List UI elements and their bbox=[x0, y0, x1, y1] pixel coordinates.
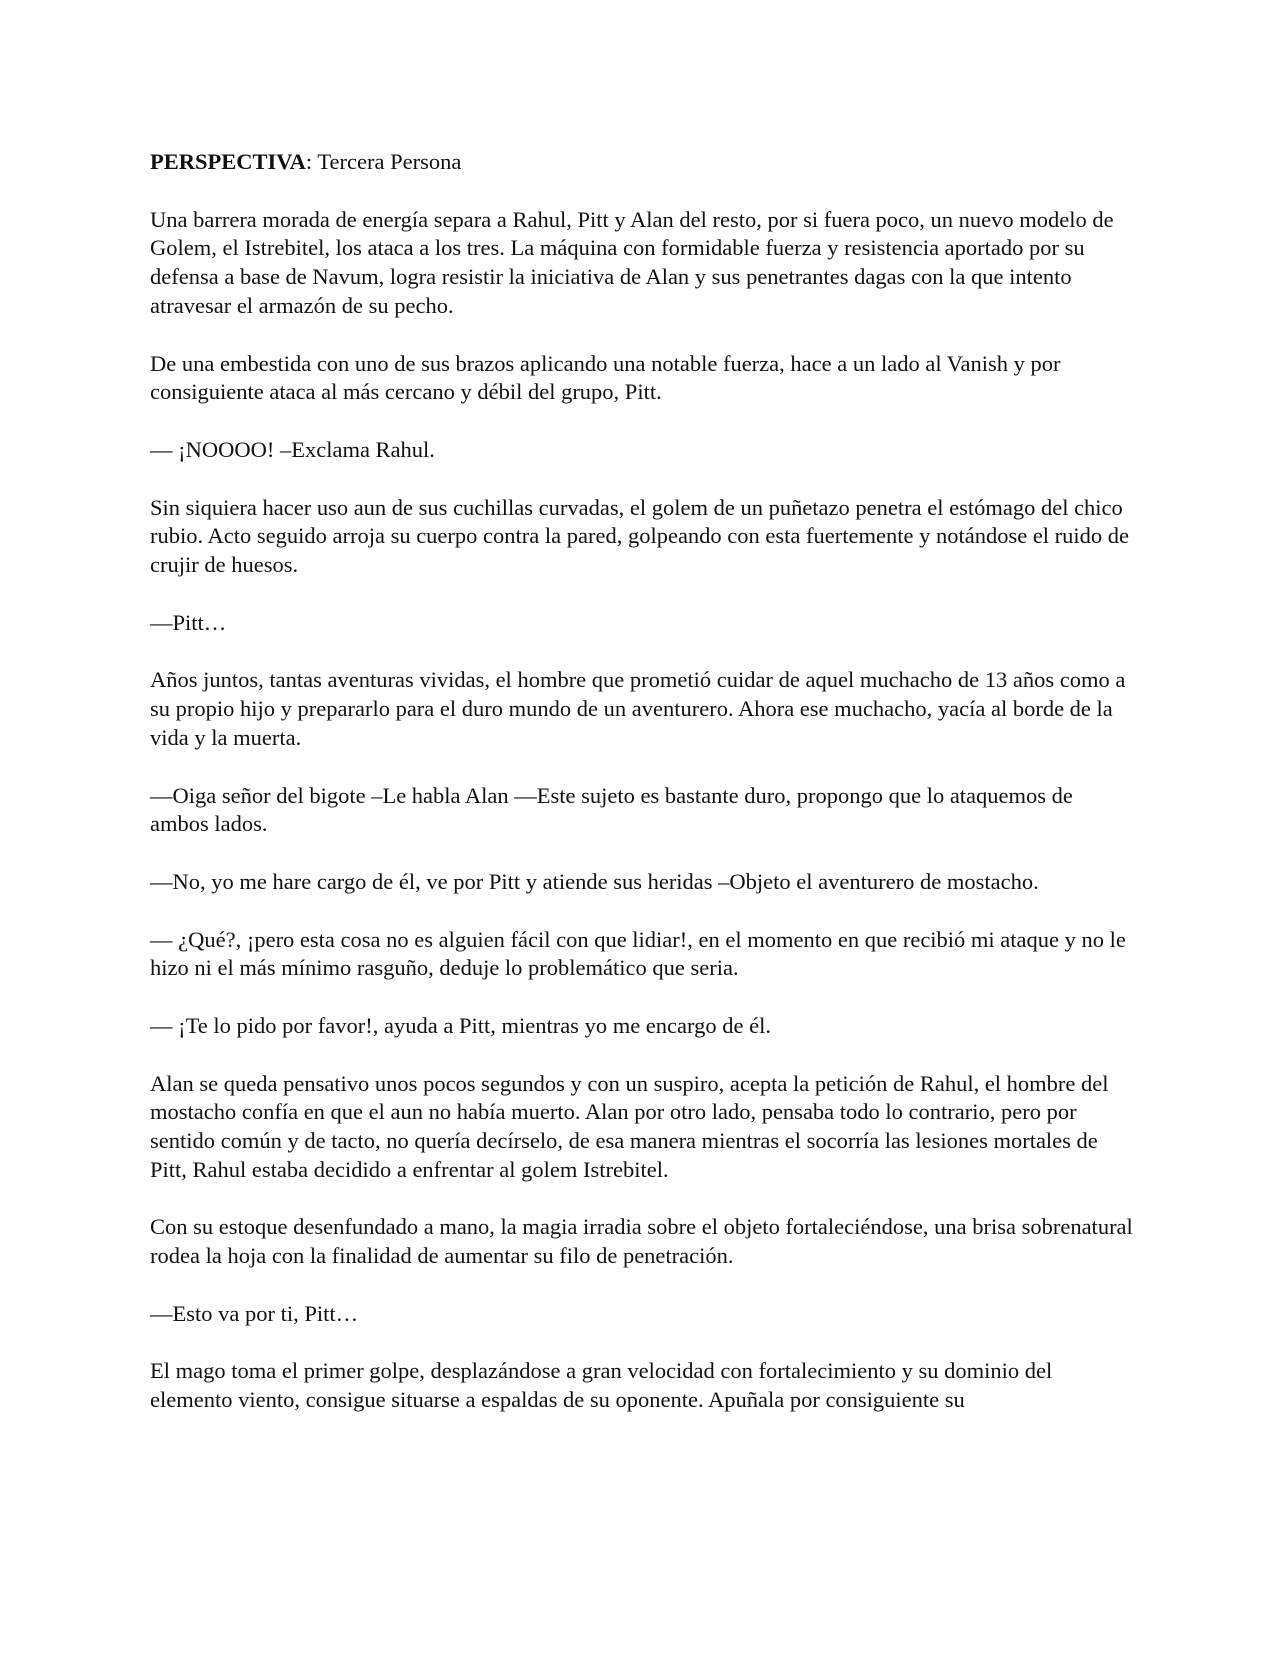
paragraph-4: Sin siquiera hacer uso aun de sus cuchillas curvadas, el golem de un puñetazo penetra el estómago del chico rubio. Acto seguido arroja su cuerpo contra la pared, golpeando con esta fuertemente y notándose el ruido de crujir de huesos. bbox=[150, 494, 1130, 578]
paragraph-11: Alan se queda pensativo unos pocos segundos y con un suspiro, acepta la petición de Rahul, el hombre del mostacho confía en que el aun no había muerto. Alan por otro lado, pensaba todo lo contrario, pero por sentido común y de tacto, no quería decírselo, de esa manera mientras el socorría las lesiones mortales de Pitt, Rahul estaba decidido a enfrentar al golem Istrebitel. bbox=[150, 1070, 1109, 1182]
perspective-label: PERSPECTIVA bbox=[150, 149, 306, 174]
paragraph-2: De una embestida con uno de sus brazos aplicando una notable fuerza, hace a un lado al Vanish y por consiguiente ataca al más cercano y débil del grupo, Pitt. bbox=[150, 350, 1061, 405]
paragraph-10: — ¡Te lo pido por favor!, ayuda a Pitt, mientras yo me encargo de él. bbox=[150, 1012, 771, 1038]
paragraph-7: —Oiga señor del bigote –Le habla Alan —Este sujeto es bastante duro, propongo que lo ataquemos de ambos lados. bbox=[150, 782, 1073, 837]
paragraph-6: Años juntos, tantas aventuras vividas, el hombre que prometió cuidar de aquel muchacho de 13 años como a su propio hijo y prepararlo para el duro mundo de un aventurero. Ahora ese muchacho, yacía al borde de la vida y la muerta. bbox=[150, 667, 1126, 750]
paragraph-8: —No, yo me hare cargo de él, ve por Pitt y atiende sus heridas –Objeto el aventurero de mostacho. bbox=[150, 868, 1039, 894]
paragraph-5: —Pitt… bbox=[150, 609, 227, 635]
paragraph-14: El mago toma el primer golpe, desplazándose a gran velocidad con fortalecimiento y su dominio del elemento viento, consigue situarse a espaldas de su oponente. Apuñala por consiguiente su bbox=[150, 1358, 1053, 1413]
paragraph-13: —Esto va por ti, Pitt… bbox=[150, 1300, 359, 1326]
paragraph-9: — ¿Qué?, ¡pero esta cosa no es alguien fácil con que lidiar!, en el momento en que recibió mi ataque y no le hizo ni el más mínimo rasguño, deduje lo problemático que seria. bbox=[150, 926, 1126, 981]
paragraph-3: — ¡NOOOO! –Exclama Rahul. bbox=[150, 436, 435, 462]
perspective-value: Tercera Persona bbox=[312, 149, 462, 174]
paragraph-1: Una barrera morada de energía separa a Rahul, Pitt y Alan del resto, por si fuera poco, un nuevo modelo de Golem, el Istrebitel, los ataca a los tres. La máquina con formidable fuerza y resistencia aportado por su defensa a base de Navum, logra resistir la iniciativa de Alan y sus penetrantes dagas con la que intento atravesar el armazón de su pecho. bbox=[150, 206, 1114, 318]
perspective-heading bbox=[150, 148, 1135, 177]
document-page bbox=[150, 148, 1135, 1444]
perspective-separator: : bbox=[305, 149, 313, 174]
paragraph-12: Con su estoque desenfundado a mano, la magia irradia sobre el objeto fortaleciéndose, una brisa sobrenatural rodea la hoja con la finalidad de aumentar su filo de penetración. bbox=[150, 1214, 1133, 1269]
